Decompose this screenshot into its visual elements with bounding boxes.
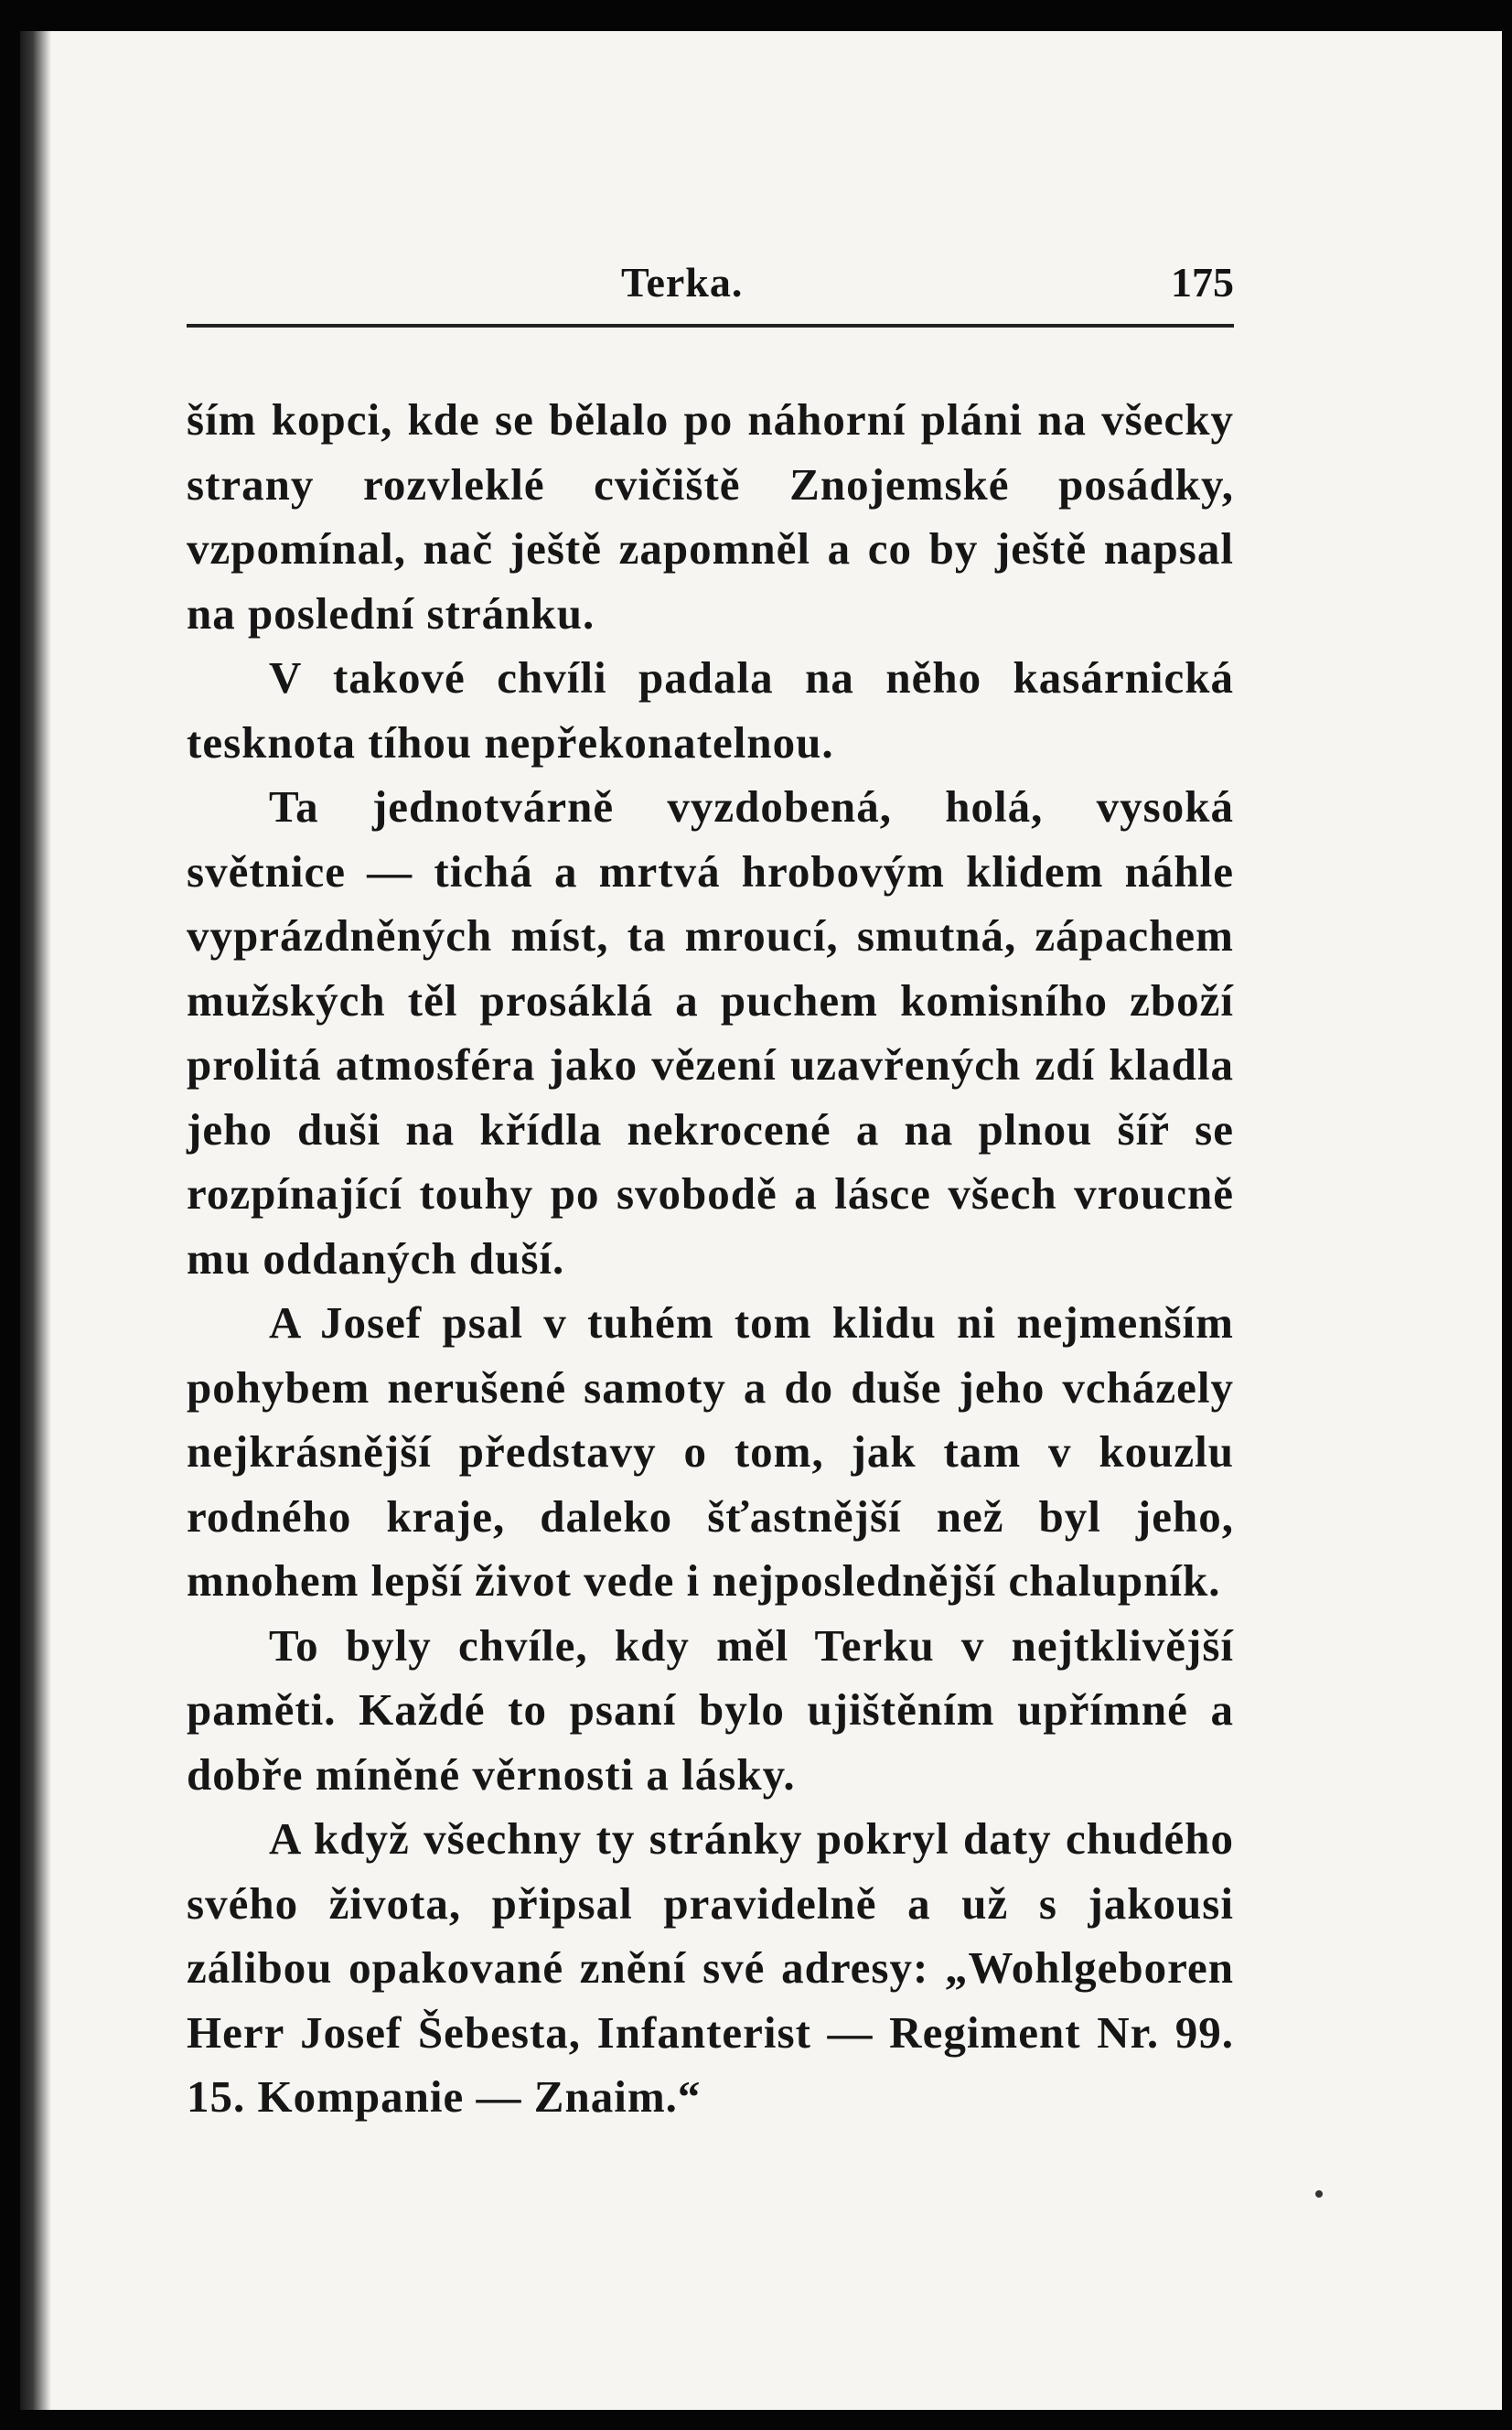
paragraph: To byly chvíle, kdy měl Terku v nejtklivější paměti. Každé to psaní bylo ujištěním upřímné a dobře míněné věrnosti a lásky. — [187, 1619, 1234, 1800]
page-header — [187, 223, 1234, 315]
ink-speck — [1315, 2190, 1323, 2198]
running-title: Terka. — [621, 259, 744, 306]
book-page — [20, 31, 1502, 2410]
paragraph: Ta jednotvárně vyzdobená, holá, vysoká světnice — tichá a mrtvá hrobovým klidem náhle vyprázdněných míst, ta mroucí, smutná, zápachem mužských těl prosáklá a puchem komisního zboží prolitá atmosféra jako vězení uzavřených zdí kladla jeho duši na křídla nekrocené a na plnou šíř se rozpínající touhy po svobodě a lásce všech vroucně mu oddaných duší. — [187, 781, 1234, 1284]
page-number: 175 — [1171, 259, 1234, 306]
paragraph: A když všechny ty stránky pokryl daty chudého svého života, připsal pravidelně a už s jakousi zálibou opakované znění své adresy: „Wohlgeboren Herr Josef Šebesta, Infanterist — Regiment Nr. 99. 15. Kompanie — Znaim.“ — [187, 1813, 1234, 2122]
page-gutter-shadow — [20, 31, 51, 2410]
header-rule — [187, 324, 1234, 328]
paragraph: A Josef psal v tuhém tom klidu ni nejmenším pohybem nerušené samoty a do duše jeho vcházely nejkrásnější představy o tom, jak tam v kouzlu rodného kraje, daleko šťastnější než byl jeho, mnohem lepší život vede i nejposlednější chalupník. — [187, 1297, 1234, 1606]
paragraph: ším kopci, kde se bělalo po náhorní pláni na všecky strany rozvleklé cvičiště Znojemské posádky, vzpomínal, nač ještě zapomněl a co by ještě napsal na poslední stránku. — [187, 394, 1234, 639]
body-text — [187, 388, 1234, 2130]
paragraph: V takové chvíli padala na něho kasárnická tesknota tíhou nepřekonatelnou. — [187, 652, 1234, 768]
